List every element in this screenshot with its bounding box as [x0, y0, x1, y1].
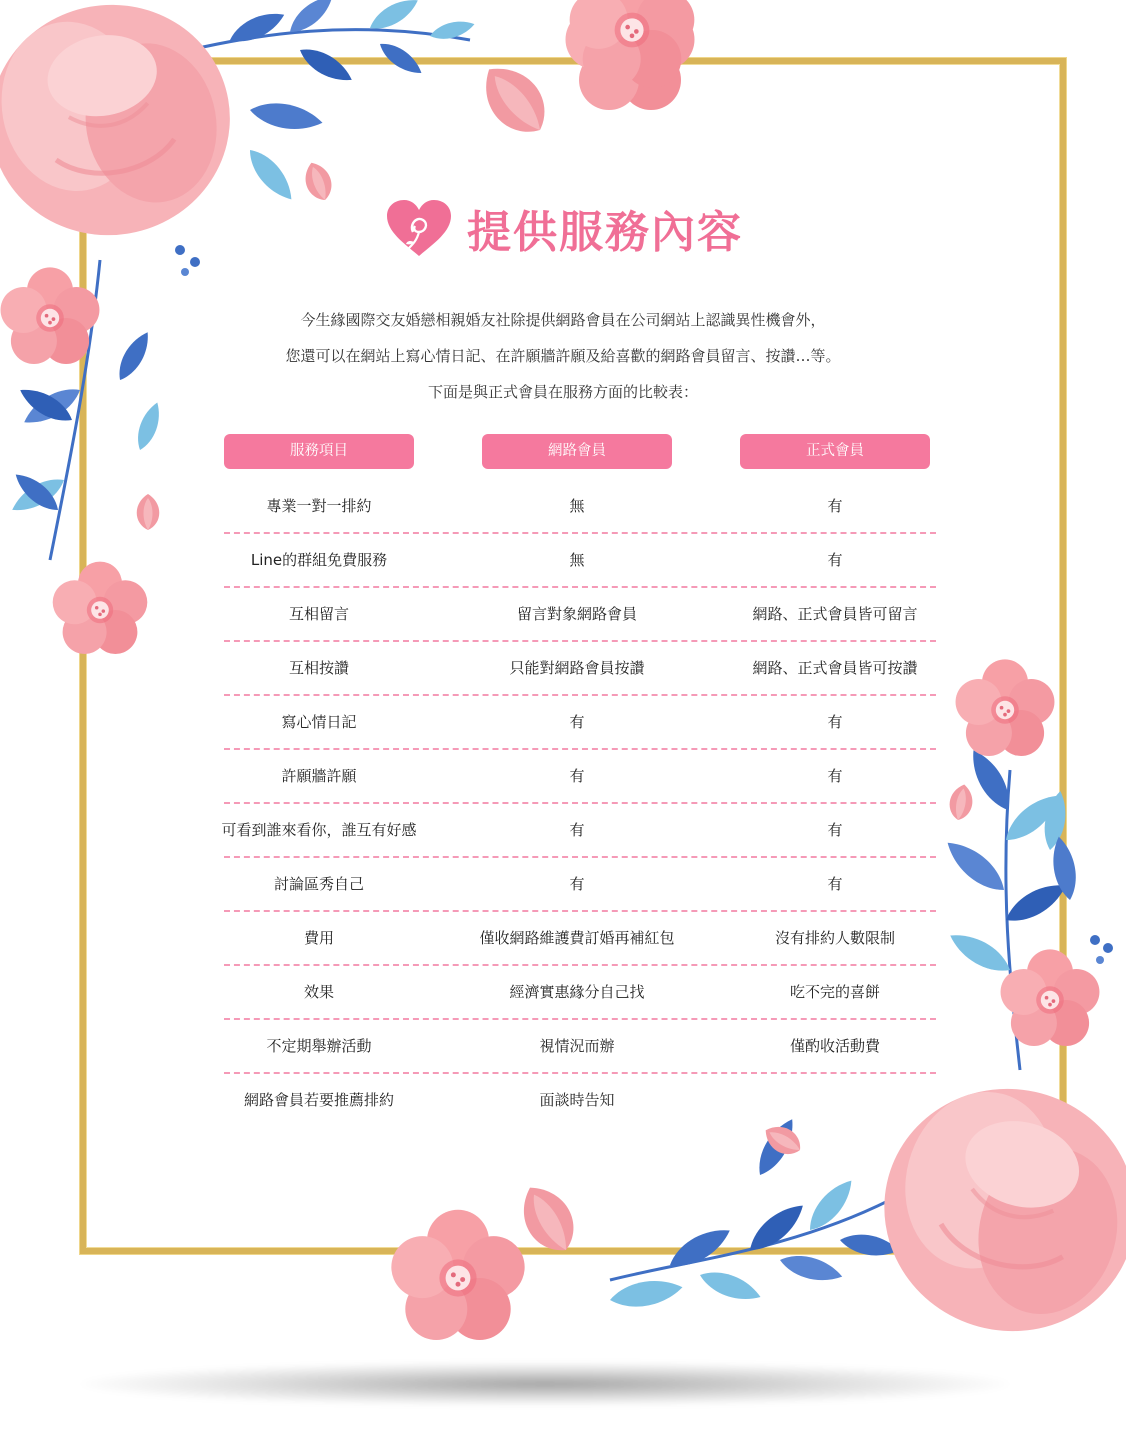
cell-service-item: 互相留言 [288, 605, 349, 623]
cell-full-member: 有 [827, 551, 843, 569]
cell-online-member: 只能對網路會員按讚 [509, 659, 645, 677]
cell-full-member: 沒有排約人數限制 [774, 929, 895, 947]
cell-full-member: 有 [827, 875, 843, 893]
intro-line-3: 下面是與正式會員在服務方面的比較表： [427, 383, 698, 401]
cell-service-item: 不定期舉辦活動 [266, 1037, 372, 1055]
floral-top-center [550, 0, 720, 110]
cell-service-item: 互相按讚 [288, 659, 349, 677]
cell-full-member: 網路、正式會員皆可按讚 [752, 659, 918, 677]
row-divider [224, 694, 936, 696]
cell-online-member: 有 [569, 767, 585, 785]
page-shadow [80, 1362, 1010, 1406]
cell-service-item: 效果 [303, 983, 334, 1001]
blue-leaf-branch-icon [608, 1114, 901, 1312]
page-heading [0, 196, 1126, 260]
cell-full-member: 吃不完的喜餅 [789, 983, 880, 1001]
heart-rose-icon [383, 198, 455, 258]
row-divider [224, 640, 936, 642]
header-full-member: 正式會員 [740, 434, 930, 469]
row-divider [224, 964, 936, 966]
cell-service-item: Line的群組免費服務 [250, 551, 388, 569]
row-divider [224, 1018, 936, 1020]
cell-full-member: 有 [827, 713, 843, 731]
cell-online-member: 經濟實惠緣分自己找 [509, 983, 645, 1001]
intro-line-2: 您還可以在網站上寫心情日記、在許願牆許願及給喜歡的網路會員留言、按讚…等。 [285, 347, 841, 365]
header-service-item: 服務項目 [224, 434, 414, 469]
row-divider [224, 748, 936, 750]
cell-online-member: 有 [569, 875, 585, 893]
cell-online-member: 僅收網路維護費訂婚再補紅包 [479, 929, 675, 947]
row-divider [224, 586, 936, 588]
cell-service-item: 專業一對一排約 [266, 497, 372, 515]
cell-online-member: 有 [569, 713, 585, 731]
row-divider [224, 532, 936, 534]
rose-bud-icon [947, 783, 975, 822]
cell-service-item: 網路會員若要推薦排約 [243, 1091, 394, 1109]
cell-online-member: 視情況而辦 [539, 1037, 615, 1055]
row-divider [224, 856, 936, 858]
cell-service-item: 費用 [303, 929, 334, 947]
cell-service-item: 可看到誰來看你，誰互有好感 [221, 821, 417, 839]
row-divider [224, 1072, 936, 1074]
cell-online-member: 無 [569, 551, 585, 569]
cell-service-item: 討論區秀自己 [273, 875, 364, 893]
cell-online-member: 留言對象網路會員 [516, 605, 637, 623]
cell-full-member: 網路、正式會員皆可留言 [752, 605, 918, 623]
cell-service-item: 許願牆許願 [281, 767, 357, 785]
cell-online-member: 有 [569, 821, 585, 839]
header-online-member: 網路會員 [482, 434, 672, 469]
cell-online-member: 面談時告知 [539, 1091, 615, 1109]
cell-full-member: 有 [827, 497, 843, 515]
cell-online-member: 無 [569, 497, 585, 515]
row-divider [224, 802, 936, 804]
watercolor-flower-icon [570, 0, 695, 88]
cell-service-item: 寫心情日記 [281, 713, 357, 731]
cell-full-member: 僅酌收活動費 [789, 1037, 880, 1055]
intro-line-1: 今生緣國際交友婚戀相親婚友社除提供網路會員在公司網站上認識異性機會外， [300, 311, 826, 329]
row-divider [224, 910, 936, 912]
cell-full-member: 有 [827, 767, 843, 785]
page-title: 提供服務內容 [467, 207, 743, 258]
cell-full-member: 有 [827, 821, 843, 839]
